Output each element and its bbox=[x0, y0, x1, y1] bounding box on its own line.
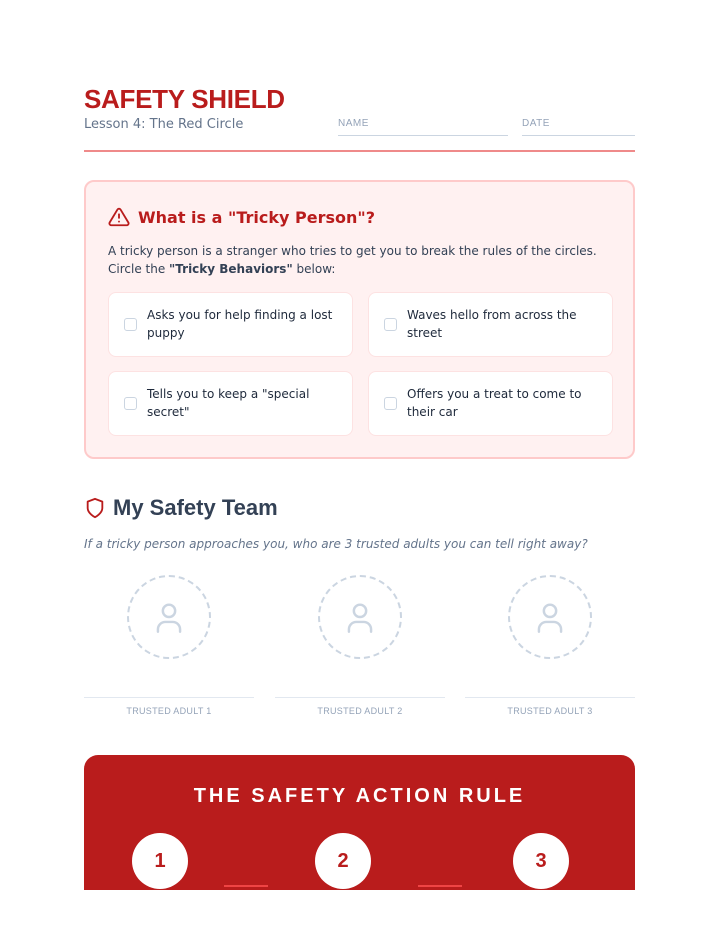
step-number: 2 bbox=[315, 833, 371, 889]
trusted-adult-slot bbox=[465, 575, 635, 720]
photo-placeholder[interactable] bbox=[318, 575, 402, 659]
worksheet-title: SAFETY SHIELD bbox=[84, 84, 285, 114]
trusted-adult-label: TRUSTED ADULT 2 bbox=[317, 706, 403, 716]
behavior-option[interactable] bbox=[108, 371, 353, 436]
name-line[interactable] bbox=[465, 697, 635, 698]
tricky-person-description bbox=[108, 242, 618, 278]
name-field[interactable] bbox=[338, 118, 508, 136]
worksheet-header bbox=[84, 84, 635, 152]
shield-icon bbox=[84, 497, 106, 519]
behavior-text: Waves hello from across the street bbox=[407, 308, 577, 340]
behavior-text: Tells you to keep a "special secret" bbox=[147, 387, 310, 419]
name-line[interactable] bbox=[275, 697, 445, 698]
behavior-text: Asks you for help finding a lost puppy bbox=[147, 308, 333, 340]
tricky-person-panel bbox=[84, 180, 635, 459]
tricky-person-title: What is a "Tricky Person"? bbox=[138, 207, 375, 227]
tricky-person-heading bbox=[108, 206, 375, 228]
date-label: DATE bbox=[522, 118, 550, 129]
trusted-adult-label: TRUSTED ADULT 1 bbox=[126, 706, 212, 716]
behavior-text: Offers you a treat to come to their car bbox=[407, 387, 582, 419]
checkbox[interactable] bbox=[124, 318, 137, 331]
step-connector bbox=[224, 885, 268, 887]
checkbox[interactable] bbox=[384, 397, 397, 410]
trusted-adult-label: TRUSTED ADULT 3 bbox=[507, 706, 593, 716]
behavior-option[interactable] bbox=[368, 292, 613, 357]
user-icon bbox=[154, 601, 184, 633]
user-icon bbox=[535, 601, 565, 633]
safety-team-prompt: If a tricky person approaches you, who are 3 trusted adults you can tell right away? bbox=[84, 537, 588, 551]
safety-action-title: THE SAFETY ACTION RULE bbox=[193, 785, 526, 807]
behavior-option[interactable] bbox=[368, 371, 613, 436]
date-field[interactable] bbox=[522, 118, 635, 136]
page-cutoff bbox=[0, 890, 720, 932]
step-number: 1 bbox=[132, 833, 188, 889]
description-tail: below: bbox=[292, 262, 336, 276]
behavior-option[interactable] bbox=[108, 292, 353, 357]
user-icon bbox=[345, 601, 375, 633]
description-bold: "Tricky Behaviors" bbox=[169, 262, 293, 276]
step-number: 3 bbox=[513, 833, 569, 889]
description-text: A tricky person is a stranger who tries to get you to break the rules of the circles. Circle the bbox=[108, 244, 597, 276]
trusted-adult-slot bbox=[84, 575, 254, 720]
name-line[interactable] bbox=[84, 697, 254, 698]
warning-icon bbox=[108, 206, 130, 228]
name-label: NAME bbox=[338, 118, 369, 129]
photo-placeholder[interactable] bbox=[127, 575, 211, 659]
lesson-subtitle: Lesson 4: The Red Circle bbox=[84, 117, 244, 132]
checkbox[interactable] bbox=[124, 397, 137, 410]
trusted-adult-slot bbox=[275, 575, 445, 720]
step-connector bbox=[418, 885, 462, 887]
safety-team-heading bbox=[84, 494, 278, 522]
safety-team-title: My Safety Team bbox=[113, 495, 278, 520]
checkbox[interactable] bbox=[384, 318, 397, 331]
photo-placeholder[interactable] bbox=[508, 575, 592, 659]
